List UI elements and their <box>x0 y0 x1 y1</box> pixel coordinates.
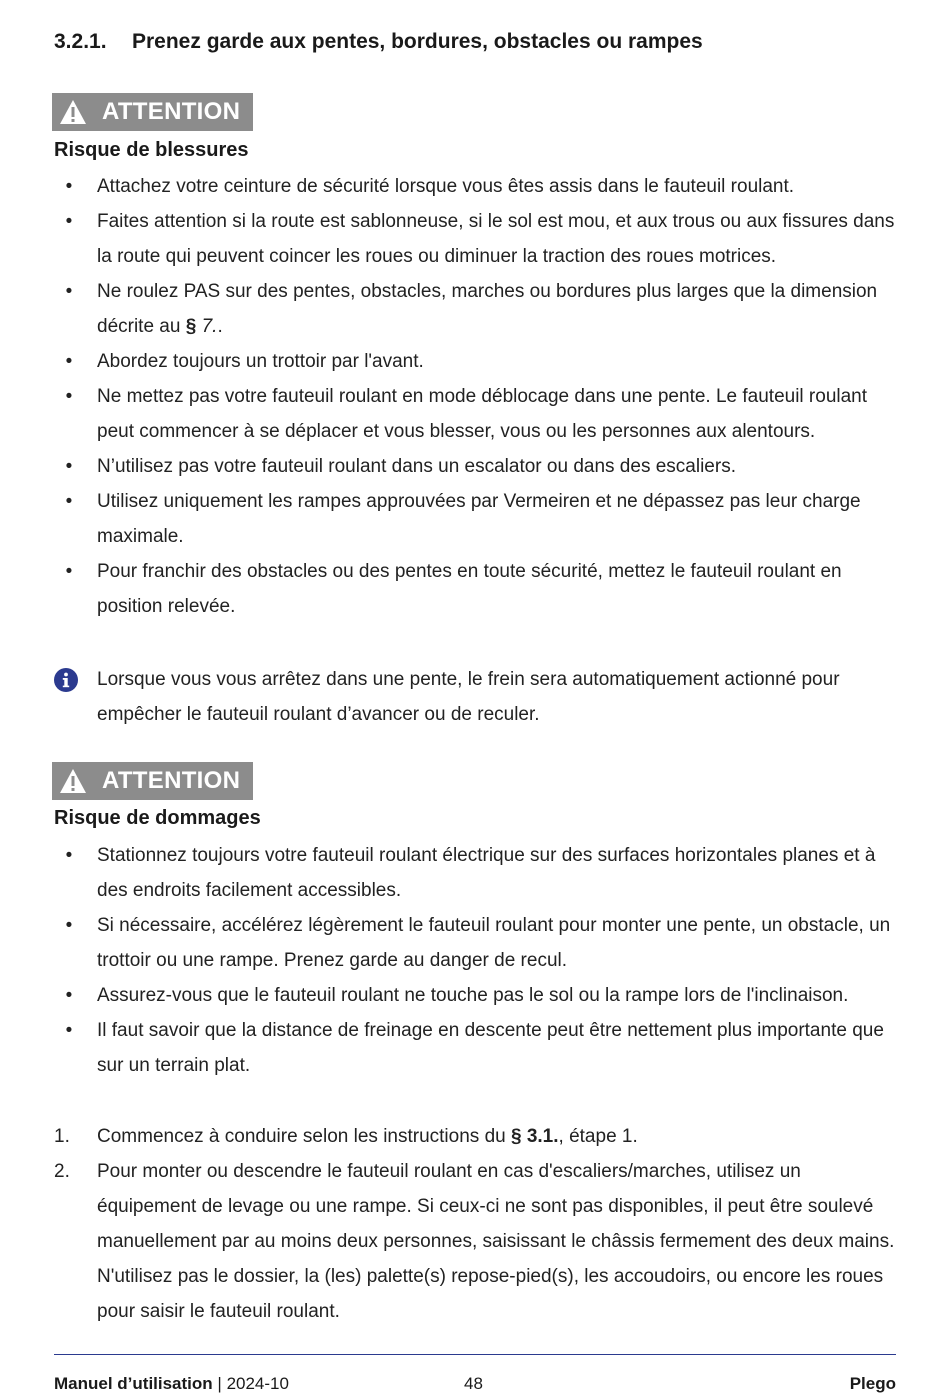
risk-heading: Risque de blessures <box>54 139 249 161</box>
footer-manual-title: Manuel d’utilisation <box>54 1374 213 1393</box>
info-note <box>54 662 899 732</box>
bullet-marker: • <box>65 561 73 582</box>
bullet-marker: • <box>65 386 73 407</box>
page-number: 48 <box>464 1374 483 1393</box>
bullet-marker: • <box>65 491 73 512</box>
bullet-marker: • <box>65 351 73 372</box>
step-list <box>54 1119 899 1329</box>
warning-triangle-icon <box>59 99 87 125</box>
bullet-marker: • <box>65 985 73 1006</box>
attention-label: ATTENTION <box>102 98 241 125</box>
list-item: • Utilisez uniquement les rampes approuvées par Vermeiren et ne dépassez pas leur charge maximale. <box>54 484 899 554</box>
list-item: • Faites attention si la route est sablonneuse, si le sol est mou, et aux trous ou aux fissures dans la route qui peuvent coincer les roues ou diminuer la traction des roues motrices. <box>54 204 899 274</box>
bullet-marker: • <box>65 1020 73 1041</box>
list-item: • Assurez-vous que le fauteuil roulant ne touche pas le sol ou la rampe lors de l'inclinaison. <box>54 978 899 1013</box>
step-number: 2. <box>54 1161 70 1182</box>
footer-rule <box>54 1354 896 1355</box>
step-item: 2. Pour monter ou descendre le fauteuil roulant en cas d'escaliers/marches, utilisez un équipement de levage ou une rampe. Si ceux-ci ne sont pas disponibles, il peut être soulevé manuellement par au moins deux personnes, saisissant le châssis fermement des deux mains. N'utilisez pas le dossier, la (les) palette(s) repose-pied(s), les accoudoirs, ou encore les roues pour saisir le fauteuil roulant. <box>54 1154 899 1329</box>
bullet-marker: • <box>65 845 73 866</box>
page-footer <box>54 1374 896 1396</box>
attention-banner <box>52 93 253 131</box>
footer-separator: | <box>217 1374 222 1393</box>
list-item: • Ne roulez PAS sur des pentes, obstacles, marches ou bordures plus larges que la dimension décrite au § 7.. <box>54 274 899 344</box>
footer-manual-info <box>54 1374 289 1394</box>
list-item: • Attachez votre ceinture de sécurité lorsque vous êtes assis dans le fauteuil roulant. <box>54 169 899 204</box>
bullet-marker: • <box>65 456 73 477</box>
warning-triangle-icon <box>59 768 87 794</box>
footer-date: 2024-10 <box>226 1374 289 1393</box>
info-text: Lorsque vous vous arrêtez dans une pente, le frein sera automatiquement actionné pour empêcher le fauteuil roulant d’avancer ou de reculer. <box>97 669 840 725</box>
risk-heading: Risque de dommages <box>54 807 261 829</box>
list-item: • N’utilisez pas votre fauteuil roulant dans un escalator ou dans des escaliers. <box>54 449 899 484</box>
bullet-marker: • <box>65 915 73 936</box>
list-item: • Stationnez toujours votre fauteuil roulant électrique sur des surfaces horizontales planes et à des endroits facilement accessibles. <box>54 838 899 908</box>
warning-bullet-list <box>54 838 899 1083</box>
bullet-marker: • <box>65 281 73 302</box>
warning-bullet-list <box>54 169 899 624</box>
list-item: • Il faut savoir que la distance de freinage en descente peut être nettement plus importante que sur un terrain plat. <box>54 1013 899 1083</box>
section-heading <box>54 30 703 54</box>
list-item: • Si nécessaire, accélérez légèrement le fauteuil roulant pour monter une pente, un obstacle, un trottoir ou une rampe. Prenez garde au danger de recul. <box>54 908 899 978</box>
list-item: • Pour franchir des obstacles ou des pentes en toute sécurité, mettez le fauteuil roulant en position relevée. <box>54 554 899 624</box>
attention-banner <box>52 762 253 800</box>
info-circle-icon <box>54 668 78 692</box>
list-item: • Ne mettez pas votre fauteuil roulant en mode déblocage dans une pente. Le fauteuil roulant peut commencer à se déplacer et vous blesser, vous ou les personnes aux alentours. <box>54 379 899 449</box>
bullet-marker: • <box>65 176 73 197</box>
section-number: 3.2.1. <box>54 30 107 53</box>
step-number: 1. <box>54 1126 70 1147</box>
list-item: • Abordez toujours un trottoir par l'avant. <box>54 344 899 379</box>
attention-label: ATTENTION <box>102 767 241 794</box>
step-item: 1. Commencez à conduire selon les instructions du § 3.1., étape 1. <box>54 1119 899 1154</box>
section-reference[interactable]: § 3.1. <box>510 1126 559 1147</box>
section-title: Prenez garde aux pentes, bordures, obstacles ou rampes <box>132 30 703 53</box>
footer-brand: Plego <box>849 1374 896 1393</box>
section-reference[interactable]: § <box>185 316 197 337</box>
bullet-marker: • <box>65 211 73 232</box>
